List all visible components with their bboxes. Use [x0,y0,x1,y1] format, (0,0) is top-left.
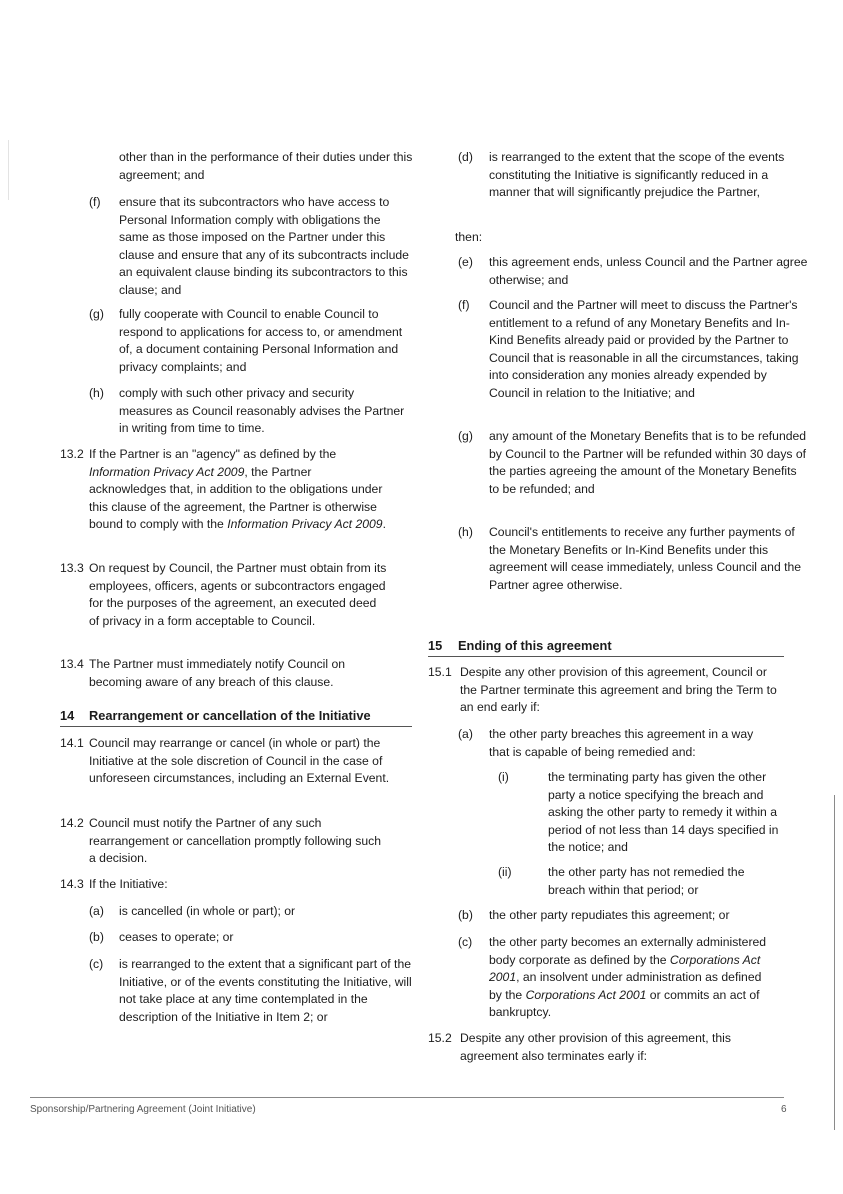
item-label: (e) [458,255,473,269]
item-label: (h) [458,525,473,539]
clause-number: 13.4 [60,657,84,671]
item-text: Council's entitlements to receive any further payments of the Monetary Benefits or In-Kind Benefits under this agreement will cease immediately, unless Council and the Partner agree otherwise. [489,525,802,592]
clause-text: Despite any other provision of this agreement, Council or the Partner terminate this agreement and bring the Term to an end early if: [460,665,777,715]
item-label: (d) [458,150,473,164]
item-text: the other party becomes an externally administered body corporate as defined by the Corporations Act 2001, an insolvent under administration as defined by the Corporations Act 2001 or commits an act of bankruptcy. [489,935,767,1020]
then-label: then: [455,230,483,244]
clause-number: 14.1 [60,736,84,750]
subitem-label: (i) [498,770,509,784]
clause-text: Council must notify the Partner of any such rearrangement or cancellation promptly following such a decision. [89,816,381,866]
section-number: 15 [428,638,443,653]
section-rule [428,656,784,657]
clause-text: If the Initiative: [89,877,168,891]
clause-number: 13.3 [60,561,84,575]
item-text: is cancelled (in whole or part); or [119,904,296,918]
page-number: 6 [781,1104,787,1115]
paragraph-continuation: other than in the performance of their duties under this agreement; and [119,150,413,182]
clause-number: 13.2 [60,447,84,461]
item-label: (f) [458,298,470,312]
section-rule [60,726,412,727]
item-text: Council and the Partner will meet to discuss the Partner's entitlement to a refund of any Monetary Benefits and In-Kind Benefits already paid or provided by the Partner to Council that is reasonable in all the circumstances, taking into consideration any monies already expended by Council in relation to the Initiative; and [489,298,799,400]
item-label: (g) [458,429,473,443]
item-text: the other party repudiates this agreement; or [489,908,730,922]
item-text: is rearranged to the extent that a significant part of the Initiative, or of the events constituting the Initiative, will not take place at any time contemplated in the description of the Initiative in Item 2; or [119,957,412,1024]
item-text: fully cooperate with Council to enable Council to respond to applications for access to, or amendment of, a document containing Personal Information and privacy complaints; and [119,307,403,374]
clause-text: The Partner must immediately notify Council on becoming aware of any breach of this clause. [89,657,346,689]
item-text: this agreement ends, unless Council and the Partner agree otherwise; and [489,255,808,287]
scan-artifact [8,140,9,200]
section-title: Rearrangement or cancellation of the Initiative [89,708,371,723]
item-text: the other party breaches this agreement in a way that is capable of being remedied and: [489,727,754,759]
item-label: (a) [458,727,473,741]
clause-number: 14.2 [60,816,84,830]
clause-text: Council may rearrange or cancel (in whole or part) the Initiative at the sole discretion of Council in the case of unforeseen circumstances, including an External Event. [89,736,390,786]
section-title: Ending of this agreement [458,638,612,653]
item-text: ensure that its subcontractors who have access to Personal Information comply with obligations the same as those imposed on the Partner under this clause and ensure that any of its subcontracts include an equivalent clause binding its subcontractors to this clause; and [119,195,409,297]
clause-text: Despite any other provision of this agreement, this agreement also terminates early if: [460,1031,731,1063]
clause-text: If the Partner is an "agency" as defined by the Information Privacy Act 2009, the Partner acknowledges that, in addition to the obligations under this clause of the agreement, the Partner is otherwise bound to comply with the Information Privacy Act 2009. [89,447,386,532]
item-label: (h) [89,386,104,400]
subitem-label: (ii) [498,865,512,879]
clause-text: On request by Council, the Partner must obtain from its employees, officers, agents or subcontractors engaged for the purposes of the agreement, an executed deed of privacy in a form acceptable to Council. [89,561,387,628]
item-label: (c) [458,935,473,949]
item-text: is rearranged to the extent that the scope of the events constituting the Initiative is significantly reduced in a manner that will significantly prejudice the Partner, [489,150,785,200]
footer-title: Sponsorship/Partnering Agreement (Joint Initiative) [30,1104,256,1115]
item-label: (f) [89,195,101,209]
item-label: (a) [89,904,104,918]
item-label: (b) [458,908,473,922]
item-text: comply with such other privacy and security measures as Council reasonably advises the Partner in writing from time to time. [119,386,405,436]
item-text: any amount of the Monetary Benefits that is to be refunded by Council to the Partner will be refunded within 30 days of the parties agreeing the amount of the Monetary Benefits to be refunded; and [489,429,807,496]
item-label: (b) [89,930,104,944]
item-label: (g) [89,307,104,321]
clause-number: 15.2 [428,1031,452,1045]
subitem-text: the terminating party has given the other party a notice specifying the breach and asking the other party to remedy it within a period of not less than 14 days specified in the notice; and [548,770,779,855]
subitem-text: the other party has not remedied the breach within that period; or [548,865,745,897]
section-number: 14 [60,708,75,723]
clause-number: 15.1 [428,665,452,679]
item-label: (c) [89,957,104,971]
scan-edge [834,795,835,1130]
item-text: ceases to operate; or [119,930,234,944]
footer-rule [30,1097,784,1098]
clause-number: 14.3 [60,877,84,891]
